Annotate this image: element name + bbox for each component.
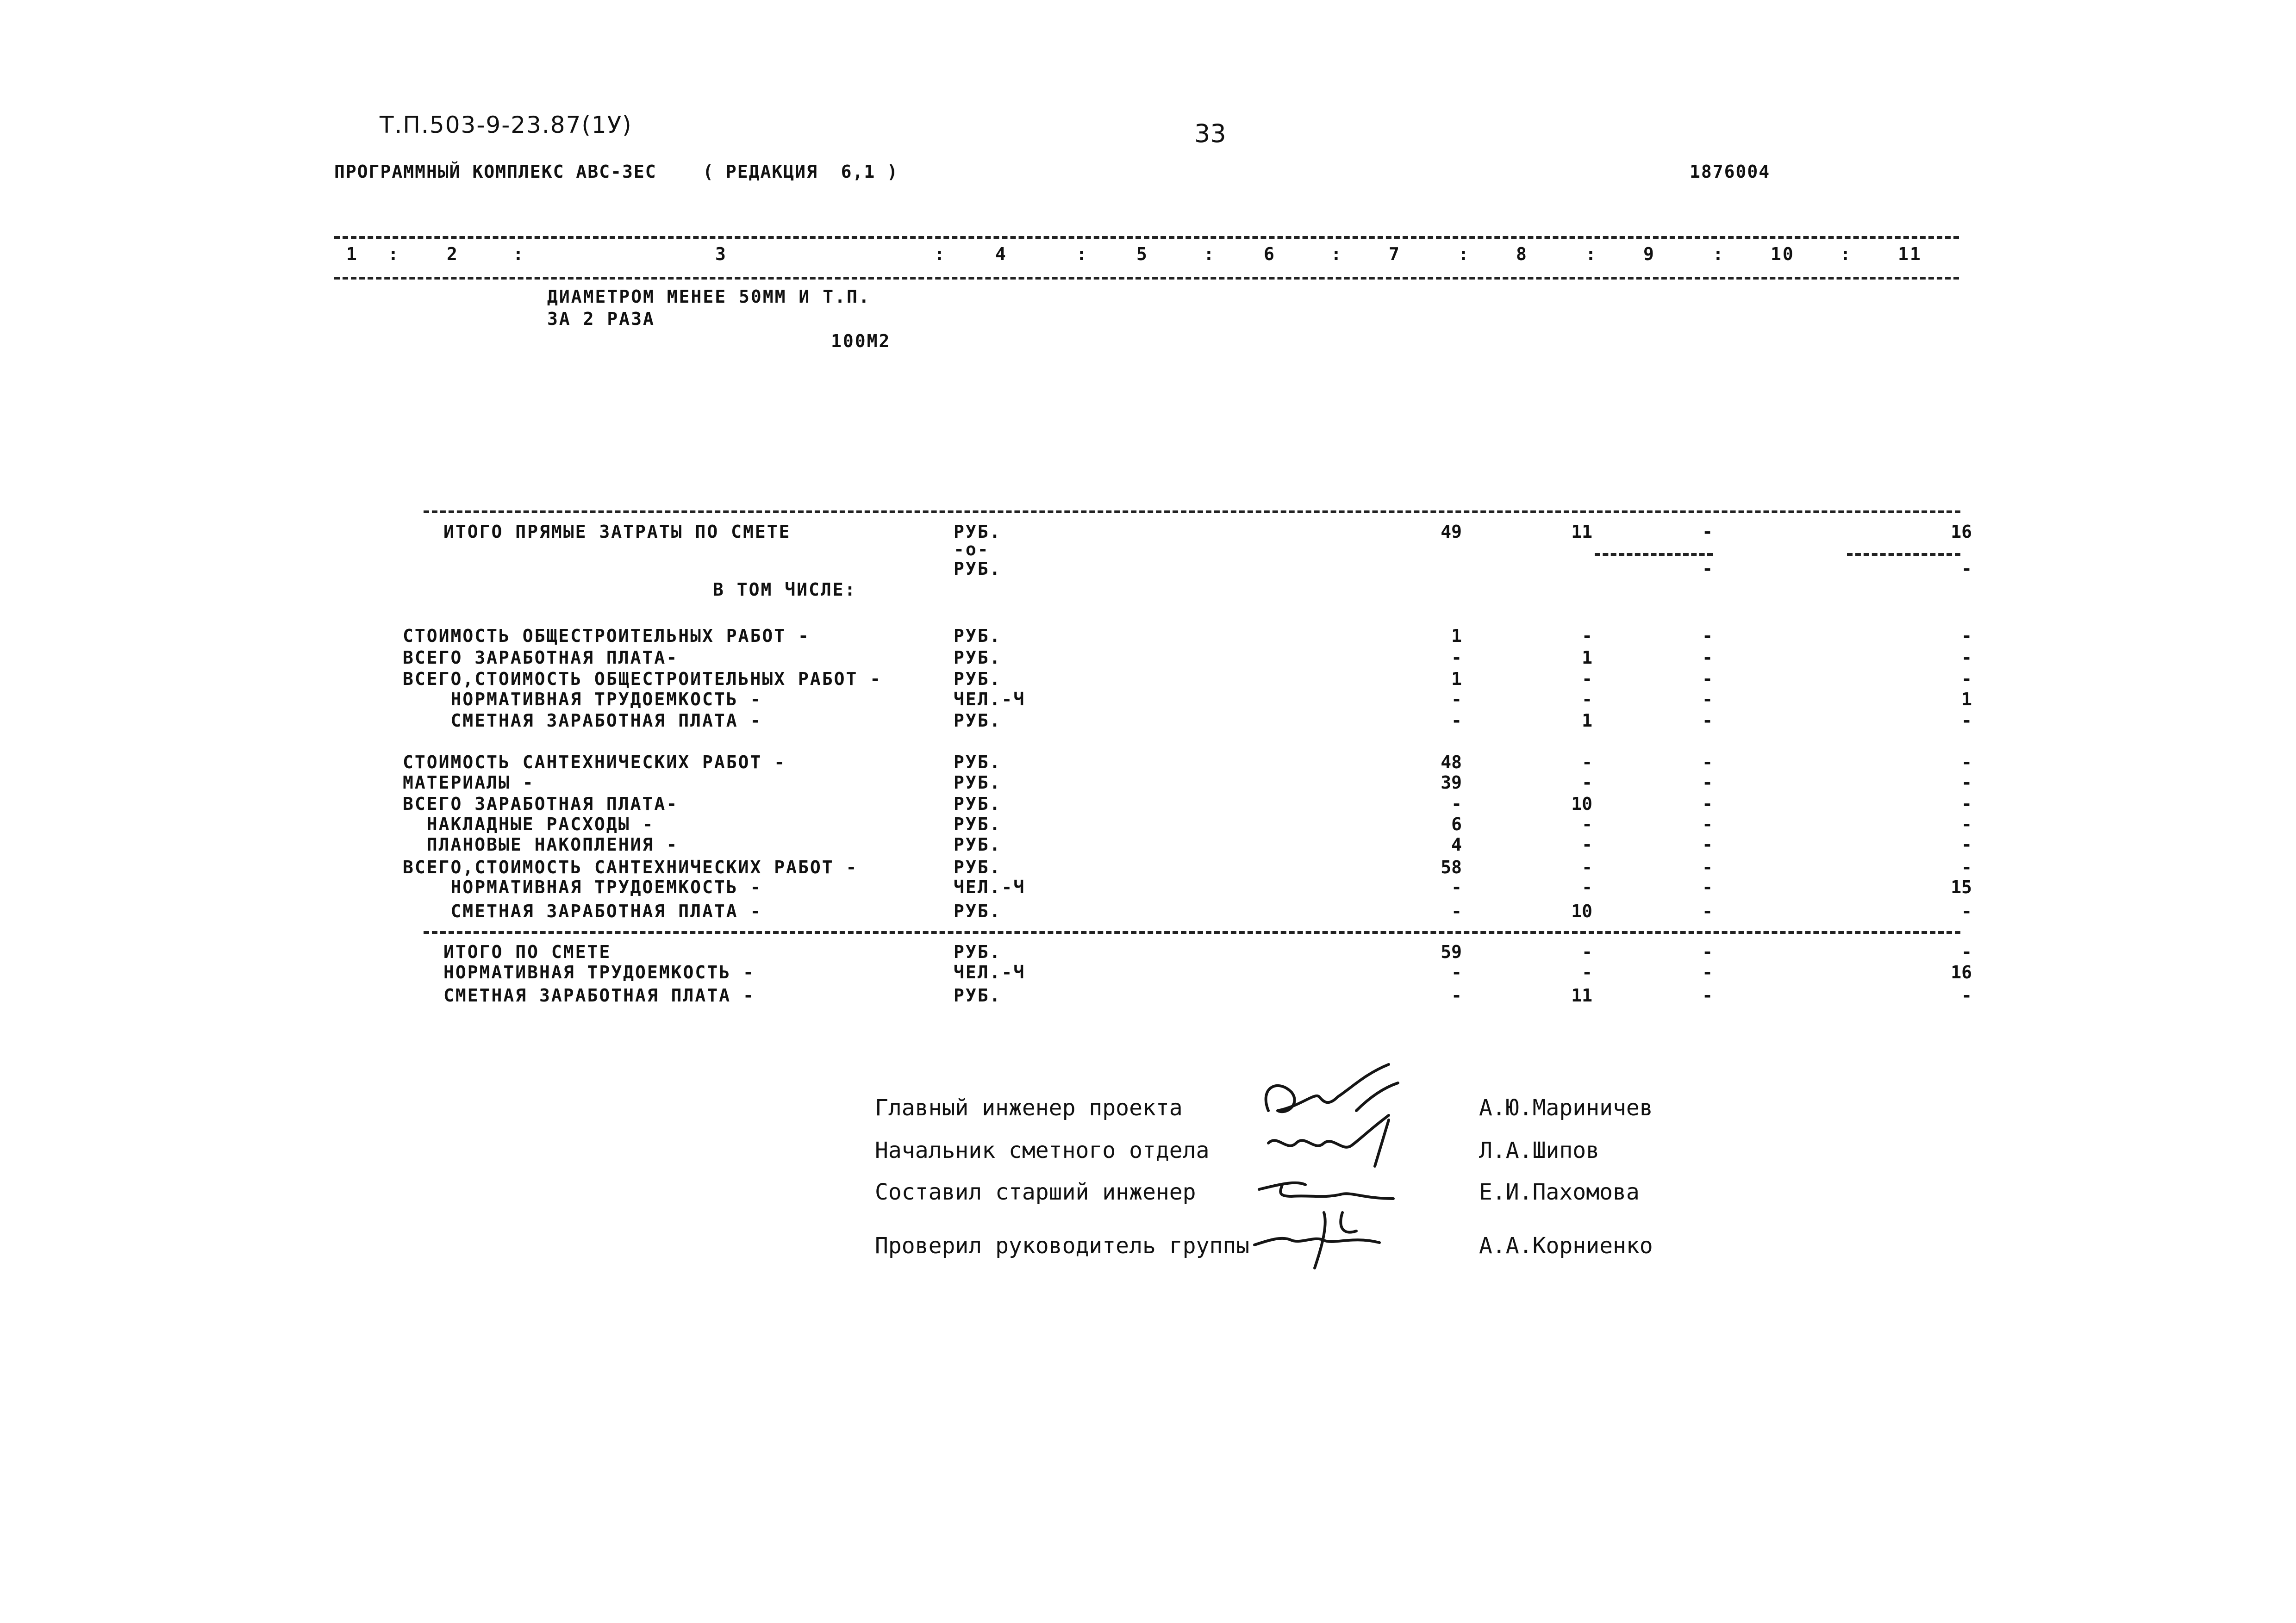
summary-row-col7: 6 [1451, 814, 1462, 834]
summary-row-col9: - [1702, 710, 1713, 731]
col-separator: : [388, 244, 400, 264]
program-line: ПРОГРАММНЫЙ КОМПЛЕКС АВС-3ЕС ( РЕДАКЦИЯ 6,1 ) [334, 162, 899, 182]
summary-row-col7: - [1451, 962, 1462, 983]
summary-row-col8: 11 [1571, 522, 1592, 542]
summary-row-col9: - [1702, 877, 1713, 897]
summary-row-label: ИТОГО ПО СМЕТЕ [443, 942, 611, 962]
header-top-rule [334, 236, 1959, 239]
summary-row-col9: - [1702, 647, 1713, 668]
summary-row-col7: 1 [1451, 669, 1462, 689]
summary-row-col8: 11 [1571, 985, 1592, 1006]
col-number-1: 1 [346, 244, 358, 264]
document-code: Т.П.503-9-23.87(1У) [380, 112, 632, 138]
col-number-8: 8 [1516, 244, 1528, 264]
summary-row-label: ВСЕГО,СТОИМОСТЬ ОБЩЕСТРОИТЕЛЬНЫХ РАБОТ - [403, 669, 882, 689]
summary-row-label: В ТОМ ЧИСЛЕ: [713, 579, 857, 600]
summary-row-label: ПЛАНОВЫЕ НАКОПЛЕНИЯ - [403, 834, 679, 855]
summary-row-unit: РУБ. [954, 901, 1002, 921]
summary-row-col8: 10 [1571, 794, 1592, 814]
col-number-5: 5 [1136, 244, 1148, 264]
summary-row-label: СМЕТНАЯ ЗАРАБОТНАЯ ПЛАТА - [443, 985, 755, 1006]
summary-row-col8: - [1582, 814, 1592, 834]
header-bottom-rule [334, 277, 1959, 280]
summary-row-col11: - [1961, 626, 1972, 646]
summary-row-col9: - [1702, 857, 1713, 877]
summary-row-col8: - [1582, 689, 1592, 709]
summary-row-unit: ЧЕЛ.-Ч [954, 689, 1026, 709]
summary-c8-underline [1595, 553, 1713, 556]
document-id: 1876004 [1690, 162, 1771, 182]
summary-row-col8: - [1582, 857, 1592, 877]
summary-row-col7: - [1451, 689, 1462, 709]
col-number-7: 7 [1389, 244, 1401, 264]
summary-row-col7: - [1451, 877, 1462, 897]
summary-row-col11: 15 [1951, 877, 1972, 897]
summary-row-col8: 1 [1582, 647, 1592, 668]
summary-row-col7: - [1451, 647, 1462, 668]
col-separator: : [934, 244, 946, 264]
summary-row-label: ВСЕГО ЗАРАБОТНАЯ ПЛАТА- [403, 794, 679, 814]
summary-row-col9: - [1702, 962, 1713, 983]
summary-row-unit: РУБ. [954, 626, 1002, 646]
summary-row-col11: - [1961, 901, 1972, 921]
summary-row-unit: РУБ. [954, 522, 1002, 542]
summary-row-col8: 10 [1571, 901, 1592, 921]
summary-row-col9: - [1702, 985, 1713, 1006]
summary-row-col11: - [1961, 559, 1972, 579]
summary-row-unit: РУБ. [954, 814, 1002, 834]
summary-row-col11: - [1961, 857, 1972, 877]
col-separator: : [1076, 244, 1088, 264]
summary-row-col11: - [1961, 752, 1972, 772]
signature-role-3: Составил старший инженер [875, 1179, 1196, 1205]
summary-row-col11: - [1961, 647, 1972, 668]
summary-row-col7: - [1451, 901, 1462, 921]
col-separator: : [1840, 244, 1852, 264]
handwritten-signatures-image [1250, 1060, 1444, 1282]
page-number: 33 [1194, 119, 1226, 148]
totals-top-rule [424, 931, 1960, 934]
summary-row-col9: - [1702, 626, 1713, 646]
summary-row-col9: - [1702, 794, 1713, 814]
summary-row-col11: - [1961, 710, 1972, 731]
summary-row-col7: - [1451, 985, 1462, 1006]
col-separator: : [1713, 244, 1725, 264]
col-number-2: 2 [447, 244, 459, 264]
summary-row-col7: - [1451, 794, 1462, 814]
summary-row-unit: РУБ. [954, 834, 1002, 855]
summary-row-unit: РУБ. [954, 647, 1002, 668]
summary-row-col11: - [1961, 942, 1972, 962]
summary-row-col7: 4 [1451, 834, 1462, 855]
summary-row-label: СТОИМОСТЬ САНТЕХНИЧЕСКИХ РАБОТ - [403, 752, 786, 772]
summary-row-col8: - [1582, 669, 1592, 689]
summary-row-col9: - [1702, 559, 1713, 579]
summary-row-label: ВСЕГО,СТОИМОСТЬ САНТЕХНИЧЕСКИХ РАБОТ - [403, 857, 858, 877]
summary-row-col9: - [1702, 772, 1713, 793]
summary-row-label: СМЕТНАЯ ЗАРАБОТНАЯ ПЛАТА - [403, 901, 762, 921]
summary-row-col11: - [1961, 985, 1972, 1006]
summary-row-col7: 49 [1441, 522, 1462, 542]
col-separator: : [1331, 244, 1343, 264]
summary-row-col11: - [1961, 669, 1972, 689]
summary-row-unit: РУБ. [954, 669, 1002, 689]
summary-row-col11: - [1961, 814, 1972, 834]
summary-row-col9: - [1702, 689, 1713, 709]
summary-row-label: НОРМАТИВНАЯ ТРУДОЕМКОСТЬ - [443, 962, 755, 983]
summary-row-label: ИТОГО ПРЯМЫЕ ЗАТРАТЫ ПО СМЕТЕ [443, 522, 791, 542]
summary-row-col9: - [1702, 901, 1713, 921]
col-separator: : [1458, 244, 1470, 264]
summary-row-label: НОРМАТИВНАЯ ТРУДОЕМКОСТЬ - [403, 689, 762, 709]
summary-row-col8: - [1582, 877, 1592, 897]
summary-row-col11: - [1961, 794, 1972, 814]
summary-row-col9: - [1702, 669, 1713, 689]
summary-row-col7: 58 [1441, 857, 1462, 877]
summary-row-col8: - [1582, 942, 1592, 962]
col-number-3: 3 [715, 244, 727, 264]
summary-row-col9: - [1702, 834, 1713, 855]
summary-row-unit: РУБ. [954, 752, 1002, 772]
signature-role-2: Начальник сметного отдела [875, 1138, 1210, 1163]
item-description-line1: ДИАМЕТРОМ МЕНЕЕ 50ММ И Т.П. [547, 286, 871, 307]
summary-row-label: СМЕТНАЯ ЗАРАБОТНАЯ ПЛАТА - [403, 710, 762, 731]
summary-row-unit: -о- [954, 539, 990, 560]
column-numbers-row [0, 245, 2296, 268]
summary-row-unit: РУБ. [954, 559, 1002, 579]
col-number-10: 10 [1771, 244, 1795, 264]
col-separator: : [1204, 244, 1216, 264]
summary-row-unit: РУБ. [954, 857, 1002, 877]
summary-row-unit: РУБ. [954, 942, 1002, 962]
signature-role-1: Главный инженер проекта [875, 1095, 1183, 1121]
summary-row-label: НОРМАТИВНАЯ ТРУДОЕМКОСТЬ - [403, 877, 762, 897]
summary-row-unit: РУБ. [954, 710, 1002, 731]
summary-row-unit: РУБ. [954, 794, 1002, 814]
summary-row-col8: - [1582, 626, 1592, 646]
summary-row-col8: - [1582, 752, 1592, 772]
summary-row-col11: 1 [1961, 689, 1972, 709]
summary-row-unit: ЧЕЛ.-Ч [954, 962, 1026, 983]
summary-row-col7: 1 [1451, 626, 1462, 646]
summary-row-col11: 16 [1951, 522, 1972, 542]
summary-row-col8: - [1582, 962, 1592, 983]
col-number-4: 4 [995, 244, 1007, 264]
summary-c11-underline [1847, 553, 1960, 556]
item-unit: 100М2 [831, 331, 891, 351]
summary-row-col7: 48 [1441, 752, 1462, 772]
signature-name-3: Е.И.Пахомова [1479, 1179, 1640, 1205]
summary-top-rule [424, 510, 1960, 513]
item-description-line2: ЗА 2 РАЗА [547, 309, 655, 329]
col-number-6: 6 [1264, 244, 1276, 264]
summary-row-col11: - [1961, 834, 1972, 855]
summary-row-col11: - [1961, 772, 1972, 793]
summary-row-unit: РУБ. [954, 985, 1002, 1006]
col-number-11: 11 [1898, 244, 1922, 264]
summary-row-col8: 1 [1582, 710, 1592, 731]
summary-row-col9: - [1702, 752, 1713, 772]
col-number-9: 9 [1643, 244, 1655, 264]
summary-row-col9: - [1702, 522, 1713, 542]
summary-row-col8: - [1582, 772, 1592, 793]
summary-row-label: ВСЕГО ЗАРАБОТНАЯ ПЛАТА- [403, 647, 679, 668]
col-separator: : [1585, 244, 1597, 264]
summary-row-col11: 16 [1951, 962, 1972, 983]
summary-row-unit: РУБ. [954, 772, 1002, 793]
summary-row-col7: 59 [1441, 942, 1462, 962]
col-separator: : [513, 244, 525, 264]
summary-row-col7: 39 [1441, 772, 1462, 793]
summary-row-col9: - [1702, 814, 1713, 834]
summary-row-label: НАКЛАДНЫЕ РАСХОДЫ - [403, 814, 655, 834]
summary-row-col7: - [1451, 710, 1462, 731]
summary-row-label: СТОИМОСТЬ ОБЩЕСТРОИТЕЛЬНЫХ РАБОТ - [403, 626, 810, 646]
summary-row-col9: - [1702, 942, 1713, 962]
summary-row-unit: ЧЕЛ.-Ч [954, 877, 1026, 897]
summary-row-label: МАТЕРИАЛЫ - [403, 772, 535, 793]
signature-role-4: Проверил руководитель группы [875, 1233, 1250, 1259]
signature-name-4: А.А.Корниенко [1479, 1233, 1653, 1259]
signature-name-2: Л.А.Шипов [1479, 1138, 1600, 1163]
summary-row-col8: - [1582, 834, 1592, 855]
signature-name-1: А.Ю.Мариничев [1479, 1095, 1653, 1121]
